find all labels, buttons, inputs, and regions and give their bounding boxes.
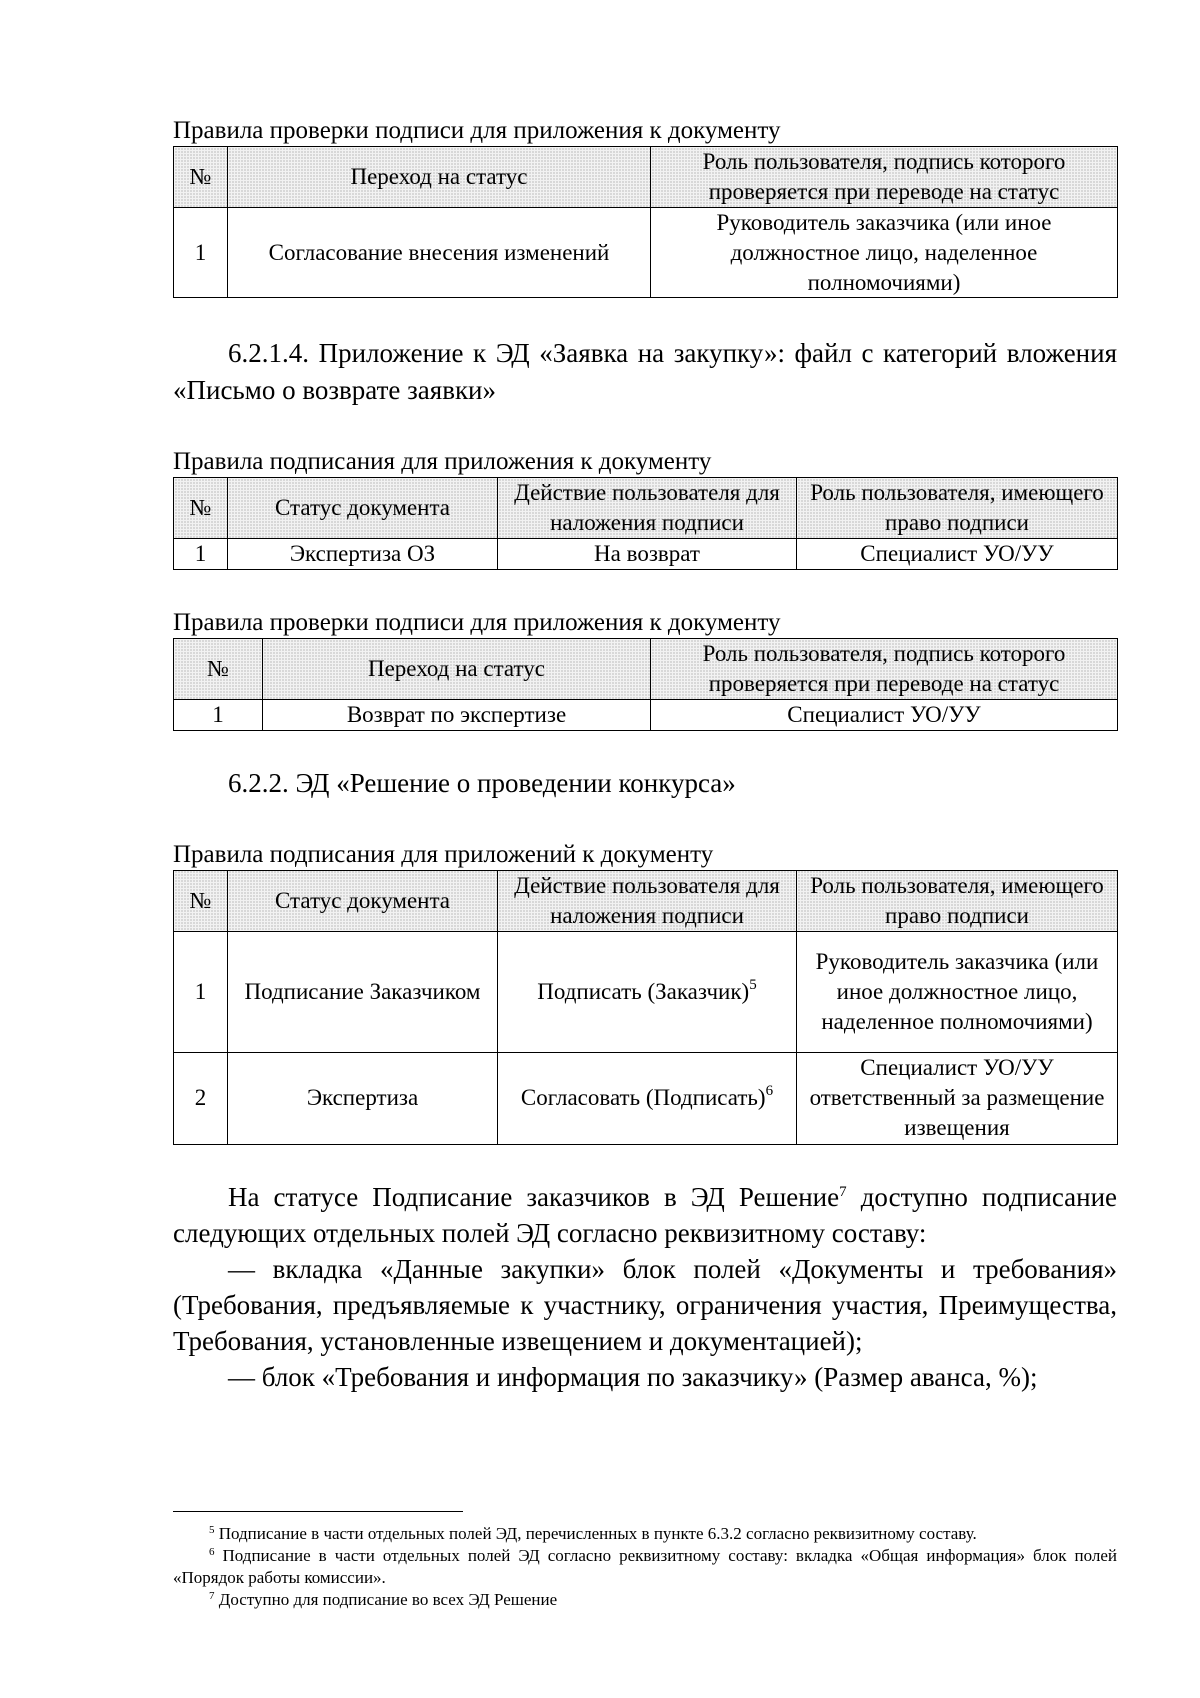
table-cell: Специалист УО/УУ ответственный за размещение извещения — [797, 1052, 1118, 1144]
header-cell: Роль пользователя, подпись которого проверяется при переводе на статус — [651, 147, 1118, 208]
header-cell: Действие пользователя для наложения подписи — [498, 870, 797, 931]
section-6-2-2-heading: 6.2.2. ЭД «Решение о проведении конкурса» — [228, 767, 736, 798]
table-row — [174, 207, 1118, 298]
table-row — [174, 539, 1118, 570]
footnote-text: Подписание в части отдельных полей ЭД согласно реквизитному составу: вкладка «Общая информация» блок полей «Порядок работы комиссии». — [173, 1546, 1117, 1587]
header-cell: Статус документа — [228, 870, 498, 931]
table-cell: 1 — [174, 699, 263, 730]
bullet-item: — блок «Требования и информация по заказчику» (Размер аванса, %); — [228, 1361, 1038, 1392]
header-cell: № — [174, 147, 228, 208]
footnote-ref: 5 — [749, 976, 757, 993]
header-cell: Роль пользователя, имеющего право подписи — [797, 478, 1118, 539]
signing-rules-table-2 — [173, 870, 1118, 1145]
table-cell: 1 — [174, 931, 228, 1052]
action-text: Согласовать (Подписать) — [520, 1085, 766, 1111]
header-cell: Переход на статус — [263, 639, 651, 700]
table-cell: Специалист УО/УУ — [797, 539, 1118, 570]
footnote-ref: 6 — [765, 1083, 774, 1100]
header-cell: № — [174, 639, 263, 700]
footnote-ref: 7 — [839, 1183, 847, 1200]
footnote-number: 7 — [209, 1590, 215, 1602]
signing-rules-table-1 — [173, 477, 1118, 570]
body-paragraph — [173, 1179, 1117, 1251]
header-cell: Переход на статус — [228, 147, 651, 208]
table-cell: 1 — [174, 207, 228, 298]
header-cell: Роль пользователя, подпись которого проверяется при переводе на статус — [651, 639, 1118, 700]
footnote-number: 5 — [209, 1524, 215, 1536]
table-cell: Возврат по экспертизе — [263, 699, 651, 730]
footnote — [173, 1523, 1117, 1545]
table1-caption: Правила проверки подписи для приложения к документу — [173, 117, 781, 144]
table4-caption: Правила подписания для приложений к документу — [173, 840, 714, 868]
signature-check-table-2 — [173, 638, 1118, 731]
table-row — [174, 699, 1118, 730]
table-row — [174, 1052, 1118, 1144]
footnote-text: Подписание в части отдельных полей ЭД, перечисленных в пункте 6.3.2 согласно реквизитному составу. — [214, 1524, 977, 1543]
table-header-row — [174, 870, 1118, 931]
table2-caption: Правила подписания для приложения к документу — [173, 448, 712, 476]
header-cell: № — [174, 478, 228, 539]
bullet-item: — вкладка «Данные закупки» блок полей «Документы и требования» (Требования, предъявляемые к участнику, ограничения участия, Преимущества, Требования, установленные извещением и документацией); — [173, 1253, 1117, 1356]
table-cell: Специалист УО/УУ — [651, 699, 1118, 730]
table-cell: Подписание Заказчиком — [228, 931, 498, 1052]
footnote-text: Доступно для подписание во всех ЭД Решение — [214, 1590, 558, 1609]
table-cell: Экспертиза — [228, 1052, 498, 1144]
footnote — [173, 1545, 1117, 1589]
footnote — [173, 1589, 1117, 1611]
table-cell: 1 — [174, 539, 228, 570]
table-cell: На возврат — [498, 539, 797, 570]
header-cell: Статус документа — [228, 478, 498, 539]
header-cell: Действие пользователя для наложения подписи — [498, 478, 797, 539]
table-cell — [498, 931, 797, 1052]
table-header-row — [174, 639, 1118, 700]
table-cell: Экспертиза ОЗ — [228, 539, 498, 570]
table-cell: Руководитель заказчика (или иное должностное лицо, наделенное полномочиями) — [797, 931, 1118, 1052]
footnotes — [173, 1523, 1117, 1611]
table-cell: 2 — [174, 1052, 228, 1144]
signature-check-table-1 — [173, 146, 1118, 298]
footnote-separator — [173, 1511, 463, 1512]
paragraph-text: доступно подписание следующих отдельных полей ЭД согласно реквизитному составу: — [173, 1181, 1117, 1248]
header-cell: Роль пользователя, имеющего право подписи — [797, 870, 1118, 931]
document-content — [173, 116, 1117, 1395]
table3-caption: Правила проверки подписи для приложения к документу — [173, 609, 781, 637]
footnote-number: 6 — [209, 1546, 215, 1558]
paragraph-text: На статусе Подписание заказчиков в ЭД Решение — [228, 1181, 840, 1212]
table-cell — [498, 1052, 797, 1144]
table-header-row — [174, 478, 1118, 539]
header-cell: № — [174, 870, 228, 931]
table-header-row — [174, 147, 1118, 208]
section-6-2-1-4-heading: 6.2.1.4. Приложение к ЭД «Заявка на закупку»: файл с категорий вложения «Письмо о возврате заявки» — [173, 338, 1117, 406]
table-row — [174, 931, 1118, 1052]
table-cell: Руководитель заказчика (или иное должностное лицо, наделенное полномочиями) — [651, 207, 1118, 298]
table-cell: Согласование внесения изменений — [228, 207, 651, 298]
action-text: Подписать (Заказчик) — [537, 978, 750, 1004]
